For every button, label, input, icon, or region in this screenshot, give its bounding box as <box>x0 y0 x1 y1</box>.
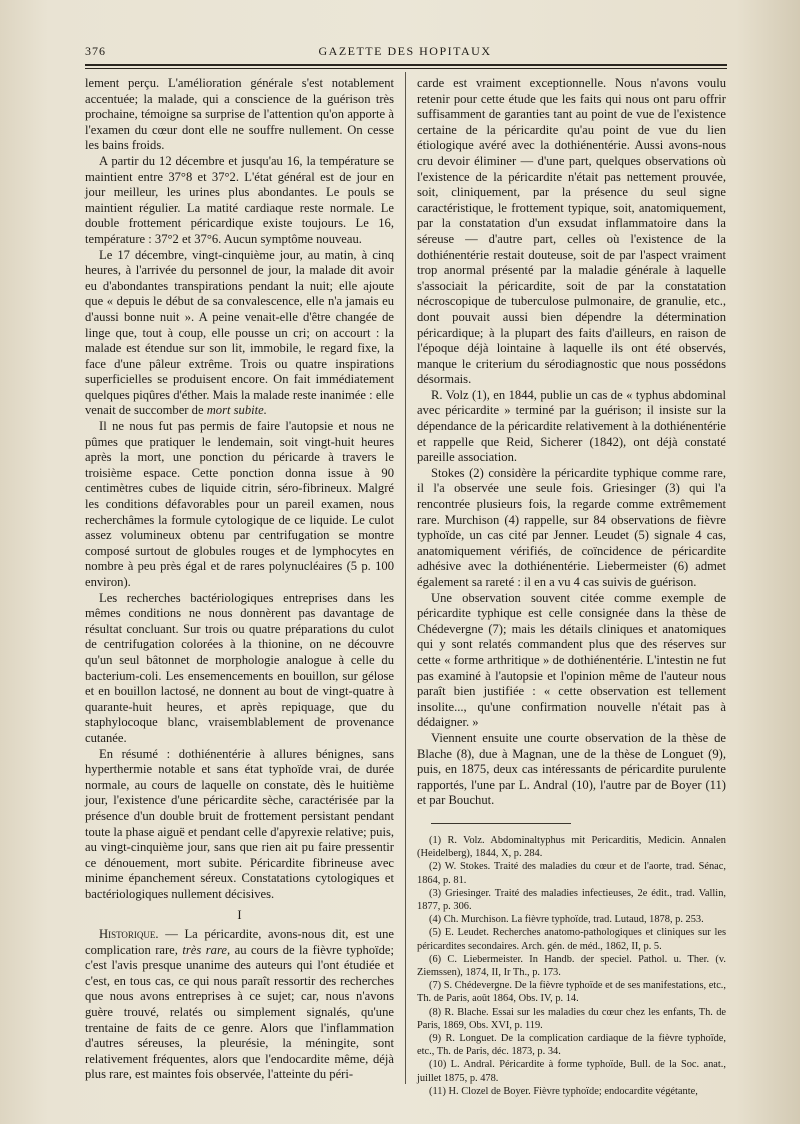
section-number: I <box>237 908 242 923</box>
column-divider <box>405 72 406 1084</box>
footnote: (4) Ch. Murchison. La fièvre typhoïde, trad. Lutaud, 1878, p. 253. <box>429 914 704 926</box>
right-column <box>417 76 726 1098</box>
footnote: (6) C. Liebermeister. In Handb. der speciel. Pathol. u. Ther. (v. Ziemssen), 1874, II, Ir Th., p. 173. <box>417 953 726 978</box>
paragraph-text: — La péricardite, avons-nous dit, est une complication rare, <box>85 927 394 957</box>
paragraph: Les recherches bactériologiques entreprises dans les mêmes conditions ne nous donnèrent pas davantage de résultat concluant. Sur trois ou quatre préparations du culot de centrifugation colorées à la thionine, on ne découvre qu'un seul bâtonnet de morphologie analogue à celle du bacterium-coli. Les ensemencements en bouillon, sur gélose et en bouillon lactosé, ne donnent au bout de vingt-quatre à quarante-huit heures, et après repiquage, que du staphylocoque blanc, vraisemblablement de provenance cutanée. <box>85 590 394 745</box>
paragraph: carde est vraiment exceptionnelle. Nous n'avons voulu retenir pour cette étude que les faits qui nous ont paru offrir suffisamment de garanties tant au point de vue de l'existence certaine de la péricardite qu'au point de vue du lien étiologique avéré avec la dothiénentérie. Aussi avons-nous cru devoir éliminer — d'une part, quelques observations où l'existence de la péricardite n'était pas nettement prouvée, soit, cliniquement, par la présence du seul signe caractéristique, le frottement typique, soit, anatomiquement, par la constatation d'un exsudat inflammatoire dans la séreuse — d'autre part, celles où l'existence de la dothiénentérie restait douteuse, soit de par l'aspect vraiment trop anormal présenté par la maladie générale à laquelle s'associait la péricardite, soit de par la constatation nécroscopique de tuberculose pulmonaire, de granulie, etc., dont pouvait aussi bien dépendre la détermination péricardique; à la plupart des faits d'ailleurs, en raison de l'époque déjà lointaine à laquelle ils ont été observés, manque le criterium du sérodiagnostic que nous possédons désormais. <box>417 76 726 387</box>
running-header <box>85 40 725 64</box>
paragraph <box>85 927 394 1083</box>
paragraph: En résumé : dothiénentérie à allures bénignes, sans hyperthermie notable et sans état typhoïde vrai, de durée normale, au cours de laquelle on constate, dès le huitième jour, l'existence d'une péricardite sèche, caractérisée par la présence d'un double bruit de frottement persistant pendant toute la phase aiguë et pendant celle d'apyrexie relative; puis, au vingt-cinquième jour, sans que rien ait pu faire pressentir ce dénouement, mort subite. Péricardite fibrineuse avec minime épanchement séreux. Constatations cytologiques et bactériologiques nullement décisives. <box>85 746 394 901</box>
footnote: (5) E. Leudet. Recherches anatomo-pathologiques et cliniques sur les péricardites secondaires. Arch. gén. de méd., 1862, II, p. 5. <box>417 927 726 952</box>
header-rule-thick <box>85 64 727 66</box>
paragraph-text: Le 17 décembre, vingt-cinquième jour, au matin, à cinq heures, à l'arrivée du personnel de jour, la malade dit avoir eu d'abondantes transpirations pendant la nuit; elle ajoute que « depuis le début de sa convalescence, elle n'a jamais eu d'aussi bonne nuit ». A peine venait-elle d'être changée de linge que, tout à coup, elle pousse un cri; on accourt : la malade est étendue sur son lit, immobile, le regard fixe, la face d'une pâleur extrême. Trois ou quatre inspirations superficielles se produisent encore. On fait immédiatement quelques piqûres d'éther. Mais la malade reste inanimée : elle venait de succomber de <box>85 247 394 418</box>
footnote: (1) R. Volz. Abdominaltyphus mit Pericarditis, Medicin. Annalen (Heidelberg), 1844, X, p. 284. <box>417 834 726 860</box>
paragraph: R. Volz (1), en 1844, publie un cas de « typhus abdominal avec péricardite » terminé par la guérison; il insiste sur la dépendance de la péricardite relativement à la dothiénentérie et rappelle que Reid, Sicherer (1842), ont déjà constaté pareille association. <box>417 387 726 465</box>
paragraph: Il ne nous fut pas permis de faire l'autopsie et nous ne pûmes que pratiquer le lendemain, soit vingt-huit heures après la mort, une ponction du péricarde à travers le troisième espace. Cette ponction donna issue à 90 centimètres cubes de liquide citrin, séro-fibrineux. Malgré les conditions défavorables pour un pareil examen, nous recherchâmes la formule cytologique de ce liquide. Le culot assez volumineux obtenu par centrifugation se montre composé surtout de globules rouges et de lymphocytes en nombre à peu près égal et de rares polynucléaires (5 p. 100 environ). <box>85 419 394 589</box>
header-rule-thin <box>85 68 727 69</box>
paragraph: Stokes (2) considère la péricardite typhique comme rare, il l'a observée une seule fois. Griesinger (3) qui l'a rencontrée plusieurs fois, la regarde comme extrêmement rare. Murchison (4) rappelle, sur 84 observations de fièvre typhoïde, un cas cité par Jenner. Leudet (5) signale 4 cas, anatomiquement vérifiés, de coïncidence de péricardite adhésive avec la dothiénentérie. Liebermeister (6) admet également sa rareté : il en a vu 4 cas suivis de guérison. <box>417 465 726 589</box>
paragraph: lement perçu. L'amélioration générale s'est notablement accentuée; la malade, qui a conscience de la guérison très prochaine, témoigne sa surprise de l'attention qu'on apporte à l'examen du cœur dont elle ne souffre nullement. On cesse les bains froids. <box>85 76 394 153</box>
footnote-rule <box>431 823 571 824</box>
footnote: (9) R. Longuet. De la complication cardiaque de la fièvre typhoïde, etc., Th. de Paris, déc. 1873, p. 34. <box>417 1032 726 1058</box>
journal-title: GAZETTE DES HOPITAUX <box>318 44 492 58</box>
left-column <box>85 76 394 1083</box>
page-number: 376 <box>85 44 106 58</box>
paragraph <box>85 248 394 420</box>
footnote: (8) R. Blache. Essai sur les maladies du cœur chez les enfants, Th. de Paris, 1869, Obs. XVI, p. 119. <box>417 1006 726 1031</box>
footnote: (2) W. Stokes. Traité des maladies du cœur et de l'aorte, trad. Sénac, 1864, p. 81. <box>417 861 726 886</box>
paragraph-text: au cours de la fièvre typhoïde; c'est l'avis presque unanime des auteurs qui l'ont étudiée et c'est, en tous cas, ce qui nous paraît ressortir des recherches que nous avons entreprises à ce sujet; car, nous n'avons guère trouvé, relatés ou simplement signalés, qu'une trentaine de faits de ce genre. Alors que l'inflammation d'autres séreuses, la pleurésie, la méningite, sont relativement fréquentes, alors que l'endocardite même, déjà plus rare, est maintes fois observée, l'atteinte du péri- <box>85 942 394 1082</box>
paragraph: A partir du 12 décembre et jusqu'au 16, la température se maintient entre 37°8 et 37°2. L'état général est de jour en jour meilleur, les urines plus abondantes. Le pouls se maintient régulier. La matité cardiaque reste normale. Le double frottement péricardique existe toujours. Le 16, température : 37°2 et 37°6. Aucun symptôme nouveau. <box>85 153 394 246</box>
emphasis: très rare, <box>182 942 231 957</box>
footnote: (11) H. Clozel de Boyer. Fièvre typhoïde; endocardite végétante, <box>429 1085 698 1097</box>
footnote: (10) L. Andral. Péricardite à forme typhoïde, Bull. de la Soc. anat., juillet 1875, p. 478. <box>417 1059 726 1084</box>
paragraph: Une observation souvent citée comme exemple de péricardite typhique est celle consignée dans la thèse de Chédevergne (7); mais les détails cliniques et anatomiques qui y sont relatés commandent plus que des réserves sur cette « forme arthritique » de dothiénentérie. L'intestin ne fut pas examiné à l'autopsie et l'opinion même de l'auteur nous paraît bien justifiée : « cette observation est tellement insolite..., qu'une confirmation nouvelle n'était pas à dédaigner. » <box>417 590 726 730</box>
section-heading: Historique. <box>99 927 159 942</box>
paragraph: Viennent ensuite une courte observation de la thèse de Blache (8), due à Magnan, une de la thèse de Longuet (9), puis, en 1875, deux cas intéressants de péricardite purulente rapportés, l'une par L. Andral (10), l'autre par de Boyer (11) et par Bouchut. <box>417 730 726 808</box>
footnote: (3) Griesinger. Traité des maladies infectieuses, 2e édit., trad. Vallin, 1877, p. 306. <box>417 887 726 912</box>
footnote: (7) S. Chédevergne. De la fièvre typhoïde et de ses manifestations, etc., Th. de Paris, août 1864, Obs. IV, p. 14. <box>417 980 727 1005</box>
emphasis: mort subite. <box>206 403 267 418</box>
